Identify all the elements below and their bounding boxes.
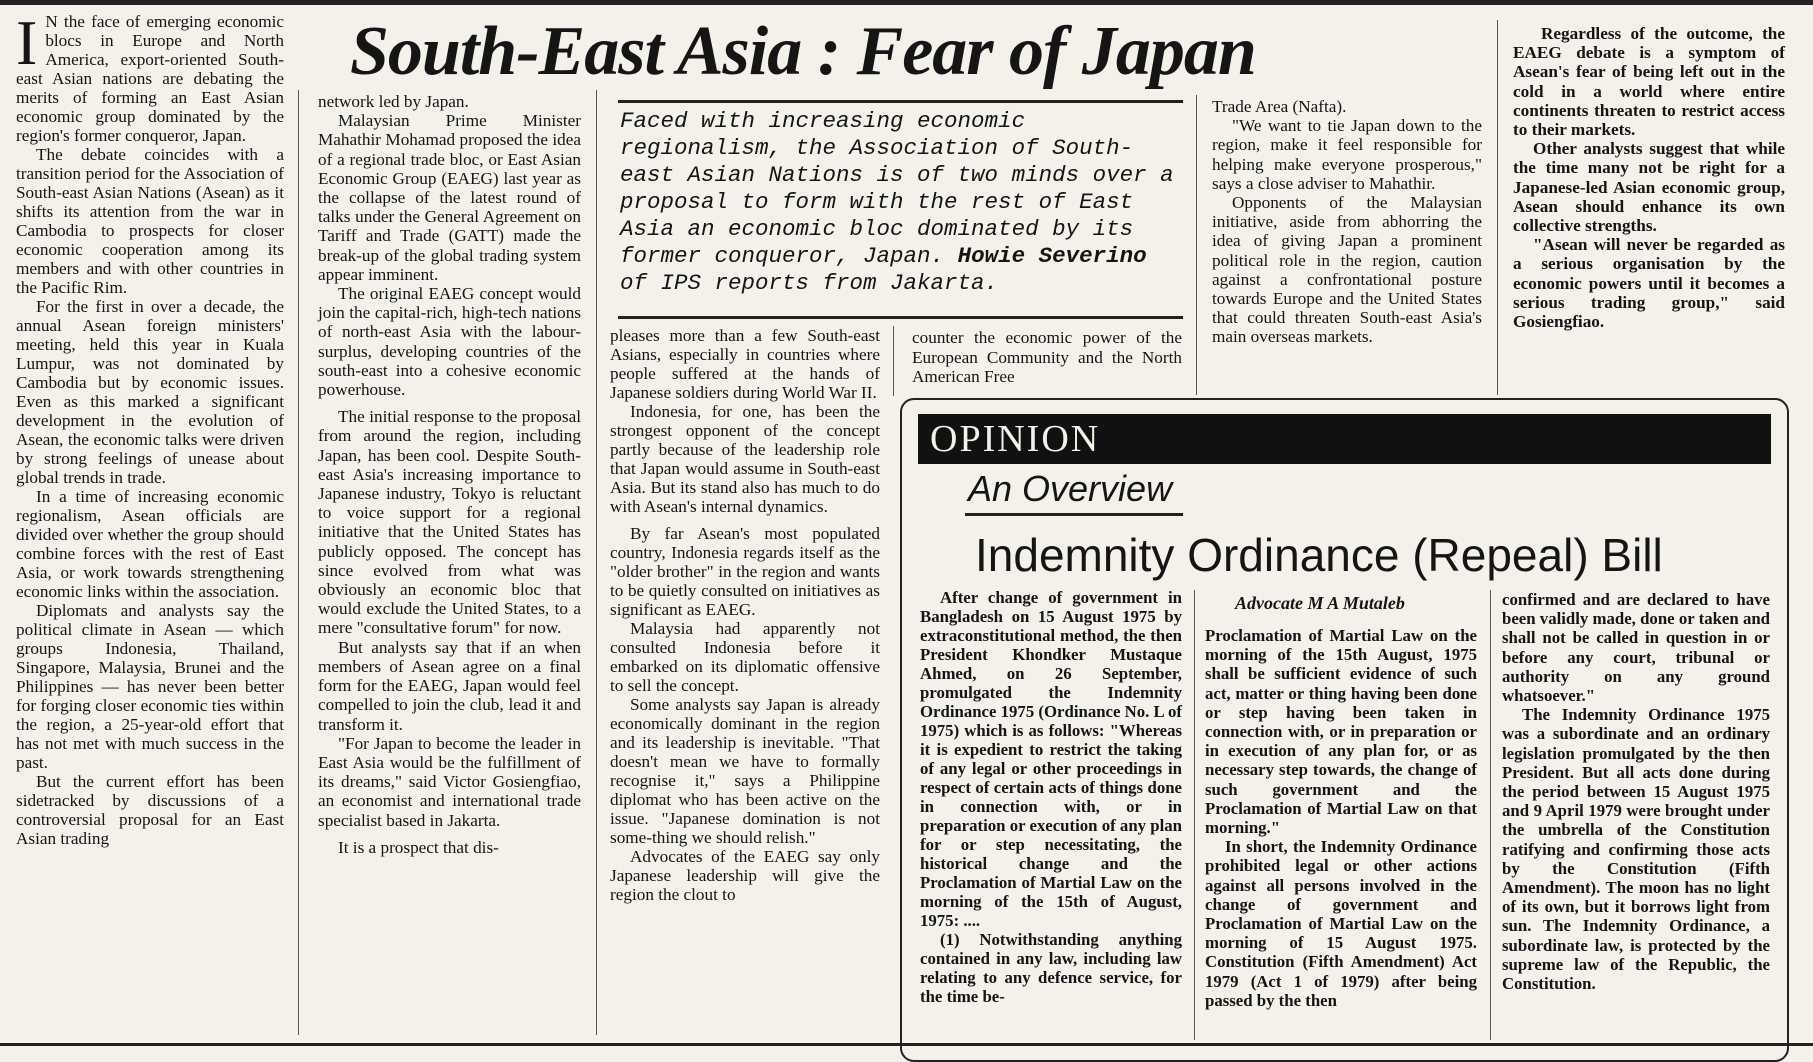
paragraph: Diplomats and analysts say the political climate in Asean — which groups Indonesia, Thailand, Singapore, Malaysia, Brunei and the Philippines — has never been better for forging closer economic ties within the region, a 25-year-old effort that has not met with much success in the past. [16, 601, 284, 772]
top-rule [0, 0, 1813, 5]
paragraph: After change of government in Bangladesh on 15 August 1975 by extraconstitutional method, the then President Khondker Mustaque Ahmed, on 26 September, promulgated the Indemnity Ordinance 1975 (Ordinance No. L of 1975) which is as follows: "Whereas it is expedient to restrict the taking of any legal or other proceedings in respect of certain acts of things done in connection with, or in preparation or execution of any plan for or step necessitating, the historical change and the Proclamation of Martial Law on the morning of the 15th of August, 1975: .... [920, 588, 1182, 930]
opinion-column-1 [920, 588, 1182, 1006]
paragraph: "For Japan to become the leader in East Asia would be the fulfillment of its dreams," said Victor Gosiengfiao, an economist and international trade specialist based in Jakarta. [318, 733, 581, 830]
paragraph: Other analysts suggest that while the time many not be right for a Japanese-led Asian economic group, Asean should enhance its own collective strengths. [1513, 139, 1785, 236]
paragraph: Regardless of the outcome, the EAEG debate is a symptom of Asean's fear of being left out in the cold in a world where entire continents threaten to restrict access to their markets. [1513, 24, 1785, 140]
column-divider [298, 90, 299, 1035]
article-column-5 [1212, 97, 1482, 347]
paragraph: "We want to tie Japan down to the region, make it feel responsible for helping make everyone prosperous," says a close adviser to Mahathir. [1212, 116, 1482, 193]
paragraph: For the first in over a decade, the annual Asean foreign ministers' meeting, held this year in Kuala Lumpur, was not dominated by Cambodia but by economic issues. Even as this marked a significant development in the evolution of Asean, the economic talks were driven by strong feelings of unease about global trends in trade. [16, 297, 284, 487]
paragraph: Malaysian Prime Minister Mahathir Mohamad proposed the idea of a regional trade bloc, or East Asian Economic Group (EAEG) last year as the collapse of the latest round of talks under the General Agreement on Tariff and Trade (GATT) made the break-up of the global trading system appear imminent. [318, 111, 581, 284]
paragraph: By far Asean's most populated country, Indonesia regards itself as the "older brother" in the region and wants to be quietly consulted on initiatives as significant as EAEG. [610, 524, 880, 619]
paragraph: Opponents of the Malaysian initiative, aside from abhorring the idea of giving Japan a prominent political role in the region, caution against a confrontational posture towards Europe and the United States that could threaten South-east Asia's main overseas markets. [1212, 193, 1482, 347]
paragraph: It is a prospect that dis- [338, 837, 499, 857]
opinion-kicker: An Overview [968, 468, 1173, 509]
deck [620, 108, 1185, 297]
deck-bottom-rule [618, 316, 1183, 319]
paragraph: confirmed and are declared to have been validly made, done or taken and shall not be called in question in or before any court, tribunal or authority on any ground whatsoever." [1502, 590, 1770, 706]
deck-tail: of IPS reports from Jakarta. [620, 270, 999, 296]
bottom-rule [0, 1043, 1813, 1046]
column-divider [596, 90, 597, 1035]
column-divider [1490, 590, 1491, 1040]
paragraph: "Asean will never be regarded as a serious organisation by the economic powers until it becomes a serious trading group," said Gosiengfiao. [1513, 235, 1785, 332]
paragraph: Advocates of the EAEG say only Japanese leadership will give the region the clout to [610, 847, 880, 904]
column-divider [1196, 95, 1197, 395]
column-divider [893, 326, 894, 396]
paragraph: counter the economic power of the European Community and the North American Free [912, 328, 1182, 386]
paragraph: The original EAEG concept would join the capital-rich, high-tech nations of north-east Asia with the labour-surplus, developing countries of the south-east into a cohesive economic powerhouse. [318, 284, 581, 400]
deck-author: Howie Severino [957, 243, 1147, 269]
paragraph: The debate coincides with a transition period for the Association of South-east Asian Nations (Asean) as it shifts its attention from the war in Cambodia to prospects for closer economic cooperation among its members and with other countries in the Pacific Rim. [16, 145, 284, 297]
column-divider [1194, 590, 1195, 1040]
opinion-title: Indemnity Ordinance (Repeal) Bill [975, 529, 1663, 581]
opinion-column-2 [1205, 626, 1477, 1010]
paragraph: Proclamation of Martial Law on the morning of the 15th August, 1975 shall be sufficient evidence of such act, matter or thing having been done or step having been taken in connection with, or in preparation or in execution of any plan for, or as necessary step towards, the change of such government and the Proclamation of Martial Law on that morning." [1205, 626, 1477, 838]
article-column-1 [16, 7, 284, 848]
kicker-underline [965, 513, 1183, 516]
article-column-3 [610, 326, 880, 904]
opinion-column-3 [1502, 590, 1770, 993]
paragraph: But analysts say that if an when members of Asean agree on a final form for the EAEG, Japan would feel compelled to join the club, lead it and transform it. [318, 637, 581, 734]
paragraph: In short, the Indemnity Ordinance prohibited legal or other actions against all persons involved in the change of government and Proclamation of Martial Law on the morning of 15 August 1975. Constitution (Fifth Amendment) Act 1979 (Act 1 of 1979) after being passed by the then [1205, 837, 1477, 1010]
opinion-label: OPINION [930, 418, 1101, 460]
paragraph: In a time of increasing economic regionalism, Asean officials are divided over whether the group should combine forces with the rest of East Asia, or work towards strengthening economic links within the association. [16, 487, 284, 601]
deck-top-rule [618, 100, 1183, 103]
paragraph: But the current effort has been sidetracked by discussions of a controversial proposal for an East Asian trading [16, 772, 284, 848]
paragraph: Some analysts say Japan is already economically dominant in the region and its leadership is inevitable. "That doesn't mean we have to formally recognise it," says a Philippine diplomat who has been active on the issue. "Japanese domination is not some-thing we should relish." [610, 695, 880, 847]
article-column-4 [912, 328, 1182, 387]
article-column-2 [318, 92, 581, 857]
headline: South-East Asia : Fear of Japan [350, 13, 1256, 90]
opinion-byline: Advocate M A Mutaleb [1235, 593, 1405, 613]
paragraph: N the face of emerging economic blocs in Europe and North America, export-oriented South-east Asian nations are debating the merits of forming an East Asian economic group dominated by the region's former conqueror, Japan. [16, 12, 284, 145]
article-column-6 [1513, 24, 1785, 331]
paragraph: network led by Japan. [318, 92, 469, 111]
column-divider [1497, 20, 1498, 395]
paragraph: Indonesia, for one, has been the strongest opponent of the concept partly because of the leadership role that Japan would assume in South-east Asia. But its stand also has much to do with Asean's internal dynamics. [610, 402, 880, 516]
paragraph: The Indemnity Ordinance 1975 was a subordinate and an ordinary legislation promulgated by the then President. But all acts done during the period between 15 August 1975 and 9 April 1979 were brought under the umbrella of the Constitution ratifying and confirming those acts by the Constitution (Fifth Amendment). The moon has no light of its own, but it borrows light from sun. The Indemnity Ordinance, a subordinate law, is protected by the supreme law of the Republic, the Constitution. [1502, 705, 1770, 994]
paragraph: Trade Area (Nafta). [1212, 97, 1347, 116]
paragraph: Malaysia had apparently not consulted Indonesia before it embarked on its diplomatic offensive to sell the concept. [610, 619, 880, 695]
drop-cap: I [16, 7, 38, 78]
paragraph: pleases more than a few South-east Asians, especially in countries where people suffered at the hands of Japanese soldiers during World War II. [610, 326, 880, 402]
paragraph: The initial response to the proposal from around the region, including Japan, has been cool. Despite South-east Asia's increasing importance to Japanese industry, Tokyo is reluctant to voice support for a regional initiative that the United States has publicly opposed. The concept has since evolved from what was obviously an economic bloc that would exclude the United States, to a mere "consultative forum" for now. [318, 407, 581, 638]
deck-lead: Faced with increasing economic regionalism, the Association of South-east Asian Nations is of two minds over a proposal to form with the rest of East Asia an economic bloc dominated by its former conqueror, Japan. [620, 108, 1174, 269]
paragraph: (1) Notwithstanding anything contained in any law, including law relating to any defence service, for the time be- [920, 930, 1182, 1006]
